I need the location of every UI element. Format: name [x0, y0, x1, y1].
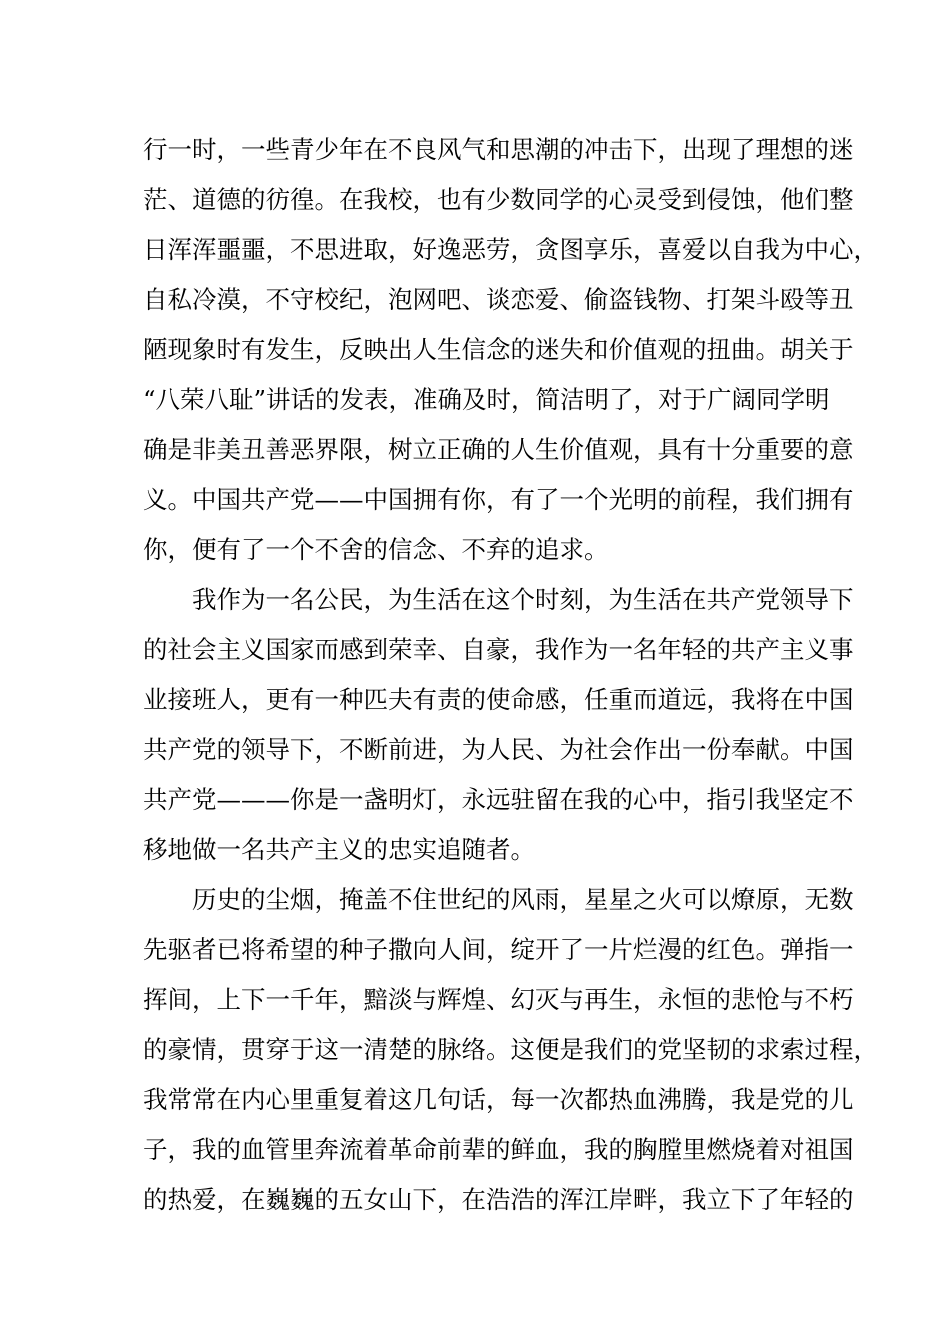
text-line: 先驱者已将希望的种子撒向人间，绽开了一片烂漫的红色。弹指一	[143, 935, 854, 964]
text-line: 陋现象时有发生，反映出人生信念的迷失和价值观的扭曲。胡关于	[143, 335, 854, 364]
text-line: 自私冷漠，不守校纪，泡网吧、谈恋爱、偷盗钱物、打架斗殴等丑	[143, 285, 854, 314]
text-line: 共产党———你是一盏明灯，永远驻留在我的心中，指引我坚定不	[143, 785, 854, 814]
text-line: “八荣八耻”讲话的发表，准确及时，简洁明了，对于广阔同学明	[143, 385, 830, 414]
text-line: 业接班人，更有一种匹夫有责的使命感，任重而道远，我将在中国	[143, 685, 854, 714]
text-line: 子，我的血管里奔流着革命前辈的鲜血，我的胸膛里燃烧着对祖国	[143, 1135, 854, 1164]
text-line: 行一时，一些青少年在不良风气和思潮的冲击下，出现了理想的迷	[143, 135, 854, 164]
text-line: 的社会主义国家而感到荣幸、自豪，我作为一名年轻的共产主义事	[143, 635, 854, 664]
text-line: 的豪情，贯穿于这一清楚的脉络。这便是我们的党坚韧的求索过程，	[143, 1035, 878, 1064]
text-line: 历史的尘烟，掩盖不住世纪的风雨，星星之火可以燎原，无数	[192, 885, 854, 914]
text-line: 确是非美丑善恶界限，树立正确的人生价值观，具有十分重要的意	[143, 435, 854, 464]
text-line: 共产党的领导下，不断前进，为人民、为社会作出一份奉献。中国	[143, 735, 854, 764]
text-line: 我常常在内心里重复着这几句话，每一次都热血沸腾，我是党的儿	[143, 1085, 854, 1114]
text-line: 的热爱，在巍巍的五女山下，在浩浩的浑江岸畔，我立下了年轻的	[143, 1185, 854, 1214]
text-line: 日浑浑噩噩，不思进取，好逸恶劳，贪图享乐，喜爱以自我为中心，	[143, 235, 878, 264]
text-line: 茫、道德的彷徨。在我校，也有少数同学的心灵受到侵蚀，他们整	[143, 185, 854, 214]
text-line: 移地做一名共产主义的忠实追随者。	[143, 835, 535, 864]
text-line: 我作为一名公民，为生活在这个时刻，为生活在共产党领导下	[192, 585, 854, 614]
text-line: 挥间，上下一千年，黯淡与辉煌、幻灭与再生，永恒的悲怆与不朽	[143, 985, 854, 1014]
text-line: 义。中国共产党——中国拥有你，有了一个光明的前程，我们拥有	[143, 485, 854, 514]
body-text	[143, 125, 878, 1225]
text-line: 你，便有了一个不舍的信念、不弃的追求。	[143, 535, 609, 564]
